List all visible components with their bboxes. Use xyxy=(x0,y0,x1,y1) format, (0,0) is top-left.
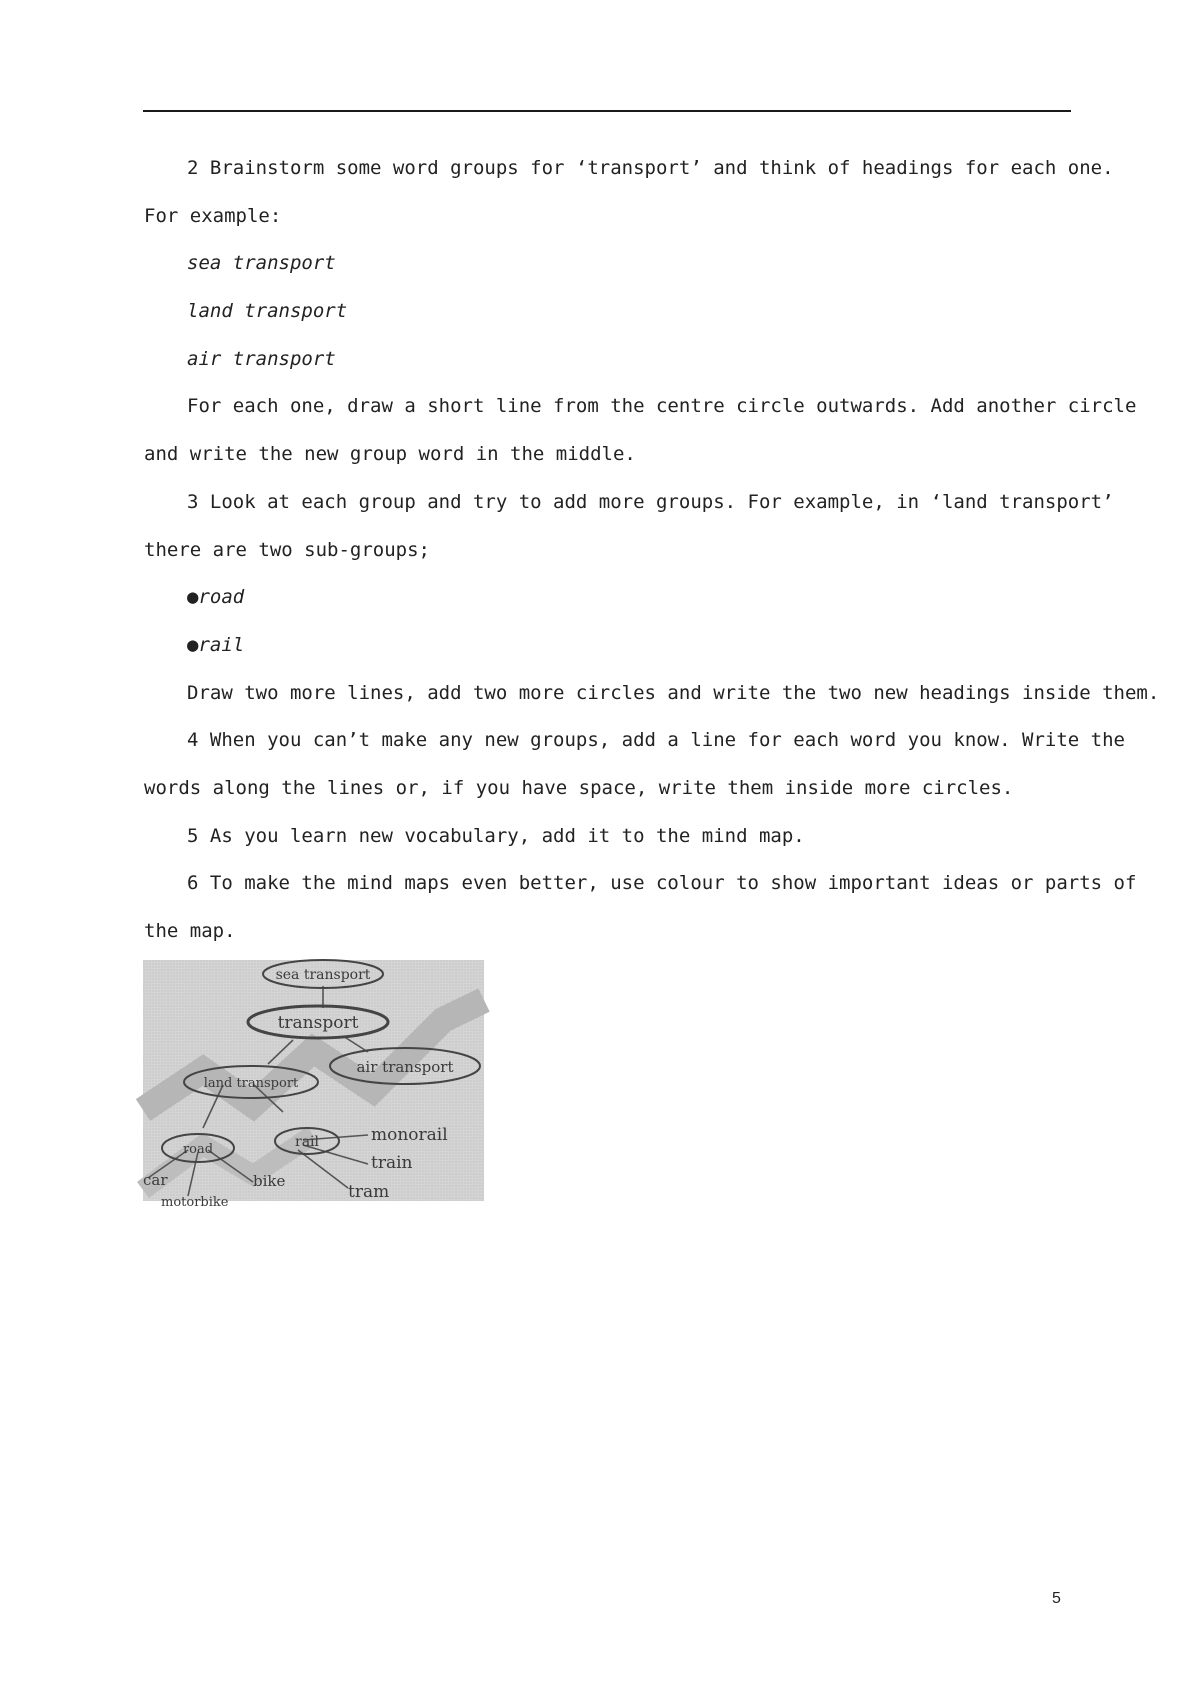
node-land-transport-label: land transport xyxy=(203,1076,299,1091)
example-air-transport: air transport xyxy=(187,347,336,370)
node-transport-label: transport xyxy=(277,1013,359,1033)
bullet-icon: ● xyxy=(187,633,199,656)
word-train: train xyxy=(371,1153,413,1173)
node-road-label: road xyxy=(182,1142,214,1157)
word-monorail: monorail xyxy=(371,1125,448,1145)
bullet-icon: ● xyxy=(187,586,199,609)
bullet-road xyxy=(144,581,1072,629)
word-bike: bike xyxy=(253,1172,286,1190)
example-sea-transport: sea transport xyxy=(187,252,336,275)
word-car: car xyxy=(143,1171,168,1189)
word-motorbike: motorbike xyxy=(161,1195,229,1210)
paragraph-step-6: 6 To make the mind maps even better, use colour to show important ideas or parts of xyxy=(187,872,1137,895)
paragraph-step-2-cont: For example: xyxy=(144,204,282,227)
example-land-transport: land transport xyxy=(187,300,348,323)
bullet-rail-label: rail xyxy=(198,633,245,656)
node-sea-transport-label: sea transport xyxy=(275,967,371,983)
header-rule xyxy=(143,110,1071,112)
paragraph-step-4: 4 When you can’t make any new groups, add a line for each word you know. Write the xyxy=(187,729,1125,752)
node-air-transport-label: air transport xyxy=(356,1058,454,1076)
node-rail-label: rail xyxy=(295,1134,319,1150)
paragraph-step-2: 2 Brainstorm some word groups for ‘transport’ and think of headings for each one. xyxy=(187,157,1114,179)
paragraph-step-3-cont: there are two sub-groups; xyxy=(144,538,430,561)
paragraph-step-6-cont: the map. xyxy=(144,920,236,942)
paragraph-draw-more: Draw two more lines, add two more circles and write the two new headings inside them. xyxy=(187,681,1160,704)
bullet-rail xyxy=(144,629,1072,677)
paragraph-step-3: 3 Look at each group and try to add more groups. For example, in ‘land transport’ xyxy=(187,490,1114,513)
bullet-road-label: road xyxy=(198,586,245,609)
word-tram: tram xyxy=(348,1182,390,1202)
paragraph-draw-line-cont: and write the new group word in the middle. xyxy=(144,443,636,466)
mind-map-photo xyxy=(143,960,484,1210)
document-body xyxy=(144,152,1160,963)
page-number: 5 xyxy=(1052,1590,1061,1607)
paragraph-step-5: 5 As you learn new vocabulary, add it to the mind map. xyxy=(187,824,805,847)
paragraph-draw-line: For each one, draw a short line from the centre circle outwards. Add another circle xyxy=(187,395,1137,418)
paragraph-step-4-cont: words along the lines or, if you have space, write them inside more circles. xyxy=(144,776,1014,799)
